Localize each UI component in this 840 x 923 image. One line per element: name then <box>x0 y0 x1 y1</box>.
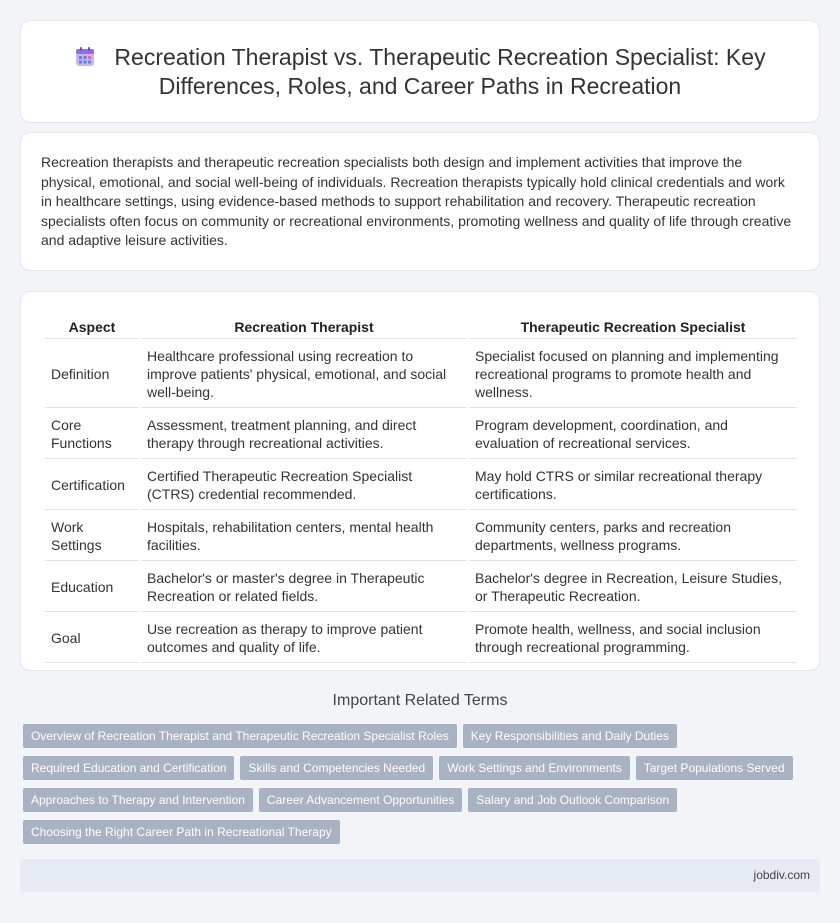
related-tag[interactable]: Required Education and Certification <box>23 756 234 780</box>
intro-card <box>20 132 820 271</box>
page-title-text: Recreation Therapist vs. Therapeutic Recreation Specialist: Key Differences, Roles, and Career Paths in Recreation <box>114 44 766 99</box>
table-row <box>45 512 797 561</box>
row-recreation-therapist: Use recreation as therapy to improve patient outcomes and quality of life. <box>141 614 467 663</box>
table-row <box>45 410 797 459</box>
footer <box>20 859 820 892</box>
row-recreation-therapist: Certified Therapeutic Recreation Specialist (CTRS) credential recommended. <box>141 461 467 510</box>
row-aspect: Definition <box>45 341 139 408</box>
intro-paragraph: Recreation therapists and therapeutic recreation specialists both design and implement activities that improve the physical, emotional, and social well-being of individuals. Recreation therapists typically hold clinical credentials and work in healthcare settings, using evidence-based methods to support rehabilitation and recovery. Therapeutic recreation specialists often focus on community or recreational environments, promoting wellness and quality of life through creative and adaptive leisure activities. <box>41 154 792 249</box>
header-card <box>20 20 820 123</box>
comparison-table-card <box>20 291 820 671</box>
table-row <box>45 341 797 408</box>
related-tag[interactable]: Key Responsibilities and Daily Duties <box>463 724 677 748</box>
row-therapeutic-specialist: Specialist focused on planning and implementing recreational programs to promote health and wellness. <box>469 341 797 408</box>
table-header-row <box>45 314 797 339</box>
related-tag[interactable]: Approaches to Therapy and Intervention <box>23 788 253 812</box>
related-tag[interactable]: Salary and Job Outlook Comparison <box>468 788 677 812</box>
calendar-icon <box>74 46 96 68</box>
row-recreation-therapist: Assessment, treatment planning, and direct therapy through recreational activities. <box>141 410 467 459</box>
related-terms-title: Important Related Terms <box>332 692 508 709</box>
header-aspect: Aspect <box>45 314 139 339</box>
table-row <box>45 614 797 663</box>
row-aspect: Certification <box>45 461 139 510</box>
row-recreation-therapist: Healthcare professional using recreation to improve patients' physical, emotional, and social well-being. <box>141 341 467 408</box>
related-terms-tags <box>23 724 803 844</box>
row-therapeutic-specialist: Program development, coordination, and evaluation of recreational services. <box>469 410 797 459</box>
row-aspect: Core Functions <box>45 410 139 459</box>
header-therapeutic-recreation-specialist: Therapeutic Recreation Specialist <box>469 314 797 339</box>
header-recreation-therapist: Recreation Therapist <box>141 314 467 339</box>
table-row <box>45 461 797 510</box>
comparison-table <box>43 312 799 665</box>
row-aspect: Work Settings <box>45 512 139 561</box>
page-title <box>61 43 779 101</box>
row-therapeutic-specialist: May hold CTRS or similar recreational therapy certifications. <box>469 461 797 510</box>
related-tag[interactable]: Work Settings and Environments <box>439 756 630 780</box>
row-aspect: Goal <box>45 614 139 663</box>
related-tag[interactable]: Choosing the Right Career Path in Recreational Therapy <box>23 820 340 844</box>
footer-site-link[interactable]: jobdiv.com <box>753 868 810 882</box>
row-therapeutic-specialist: Bachelor's degree in Recreation, Leisure Studies, or Therapeutic Recreation. <box>469 563 797 612</box>
related-tag[interactable]: Skills and Competencies Needed <box>240 756 433 780</box>
table-row <box>45 563 797 612</box>
row-therapeutic-specialist: Community centers, parks and recreation departments, wellness programs. <box>469 512 797 561</box>
row-therapeutic-specialist: Promote health, wellness, and social inclusion through recreational programming. <box>469 614 797 663</box>
related-tag[interactable]: Target Populations Served <box>636 756 793 780</box>
related-tag[interactable]: Overview of Recreation Therapist and Therapeutic Recreation Specialist Roles <box>23 724 457 748</box>
row-recreation-therapist: Hospitals, rehabilitation centers, mental health facilities. <box>141 512 467 561</box>
related-tag[interactable]: Career Advancement Opportunities <box>259 788 462 812</box>
title-wrap <box>61 43 779 101</box>
row-aspect: Education <box>45 563 139 612</box>
row-recreation-therapist: Bachelor's or master's degree in Therapeutic Recreation or related fields. <box>141 563 467 612</box>
